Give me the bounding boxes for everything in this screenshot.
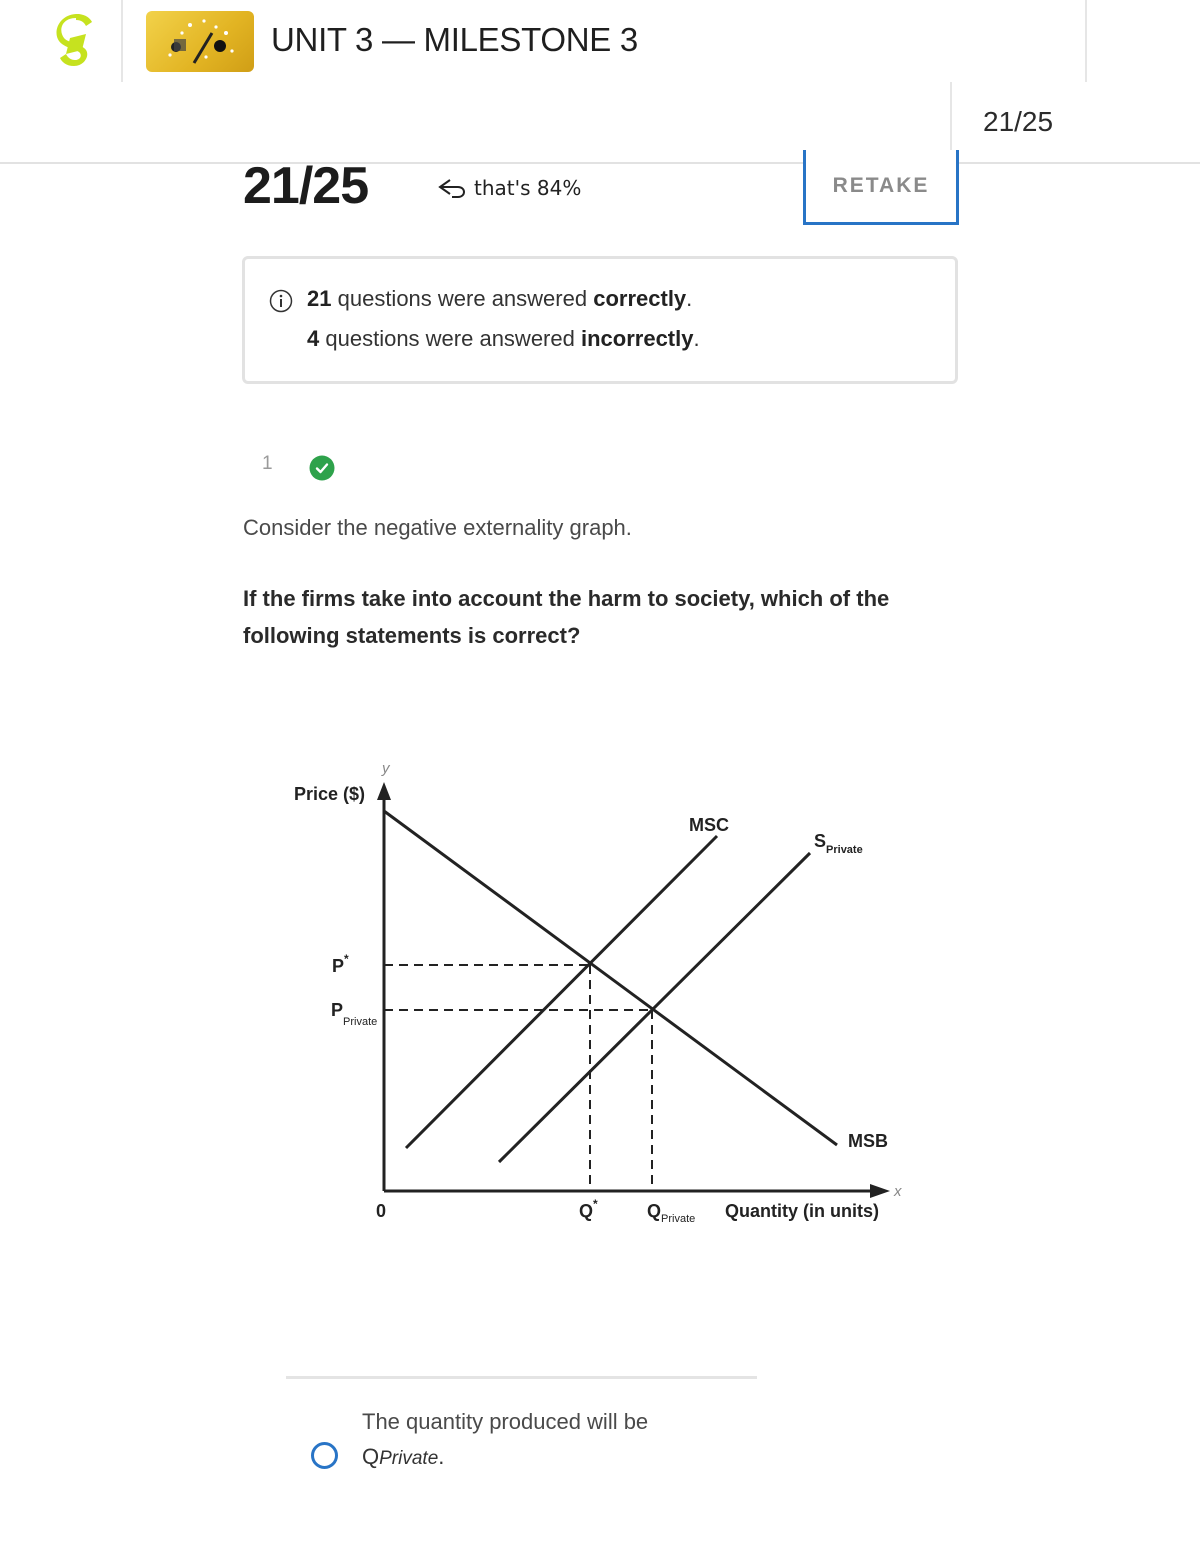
correct-text: questions were answered xyxy=(337,286,588,311)
s-private-label: $S_{Private}$ xyxy=(814,831,863,856)
sophia-logo-icon[interactable] xyxy=(52,14,100,70)
header-bottom-border xyxy=(0,162,1200,164)
result-summary-box xyxy=(242,256,958,384)
percent-note xyxy=(436,176,581,200)
check-circle-icon xyxy=(309,455,335,481)
correct-count: 21 xyxy=(307,286,332,311)
incorrect-count: 4 xyxy=(307,326,320,351)
header-divider xyxy=(121,0,123,82)
score-total: 21/25 xyxy=(243,157,369,215)
info-icon xyxy=(269,289,293,313)
msb-curve xyxy=(384,811,837,1145)
retake-button[interactable]: RETAKE xyxy=(803,150,959,225)
question-number: 1 xyxy=(262,453,273,474)
course-thumbnail[interactable] xyxy=(146,11,254,72)
incorrect-period: . xyxy=(693,326,700,351)
msc-label: MSC xyxy=(689,815,729,835)
correct-period: . xyxy=(686,286,693,311)
y-axis-label: Price ($) xyxy=(294,784,366,804)
incorrect-text: questions were answered xyxy=(325,326,575,351)
question-intro: Consider the negative externality graph. xyxy=(243,515,632,540)
option-text[interactable]: The quantity produced will be xyxy=(362,1409,649,1434)
option-radio[interactable] xyxy=(311,1442,338,1469)
option-divider xyxy=(286,1376,757,1379)
msb-label: MSB xyxy=(848,1131,888,1151)
x-axis-label: Quantity (in units) xyxy=(725,1201,879,1221)
incorrect-word: incorrectly xyxy=(580,326,694,351)
q-star-label: Q* xyxy=(579,1197,598,1221)
p-private-label: $P_{Private}$ xyxy=(331,1000,378,1028)
x-axis-arrow xyxy=(870,1184,890,1198)
p-star-label: P* xyxy=(332,952,349,976)
score-indicator: 21/25 xyxy=(983,106,1054,137)
y-axis-arrow xyxy=(377,782,391,800)
q-private-label: $Q_{Private}$ xyxy=(647,1201,696,1225)
correct-word: correctly xyxy=(593,286,687,311)
incorrect-summary xyxy=(307,326,700,352)
origin-label: 0 xyxy=(376,1201,387,1221)
option-symbol[interactable]: QPrivate. xyxy=(362,1444,445,1469)
top-bar xyxy=(0,0,1200,82)
externality-graph xyxy=(280,750,920,1240)
x-axis-var: x xyxy=(894,1183,902,1200)
curved-arrow-icon xyxy=(436,176,468,200)
unit-title: UNIT 3 — MILESTONE 3 xyxy=(271,21,638,58)
header-divider-right xyxy=(1085,0,1087,82)
question-prompt: If the firms take into account the harm to society, which of the following statements is correct? xyxy=(243,586,890,648)
correct-summary xyxy=(307,286,692,312)
y-axis-var: y xyxy=(382,760,390,777)
percent-note-text: that's 84% xyxy=(474,176,582,200)
